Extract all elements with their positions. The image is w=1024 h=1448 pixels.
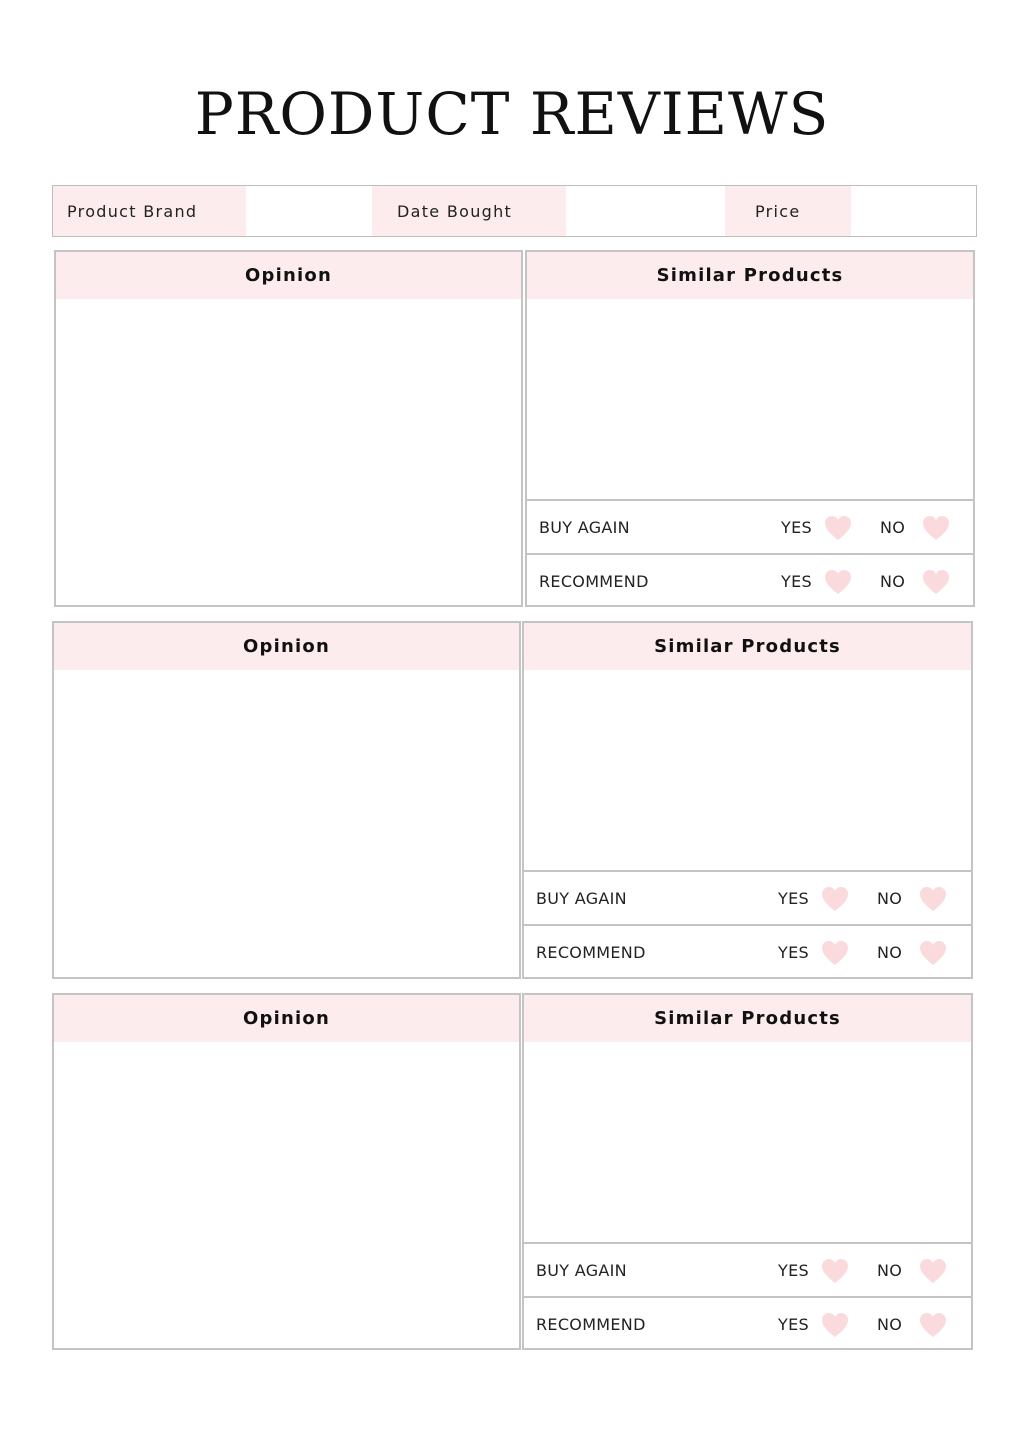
heart-icon[interactable] (821, 940, 849, 966)
similar-products-box-3 (522, 993, 973, 1350)
heart-icon[interactable] (821, 1258, 849, 1284)
no-label: NO (880, 518, 906, 537)
recommend-label: RECOMMEND (536, 1315, 646, 1334)
opinion-header: Opinion (56, 252, 521, 299)
page-title: PRODUCT REVIEWS (194, 80, 830, 148)
opinion-text-area[interactable] (54, 1042, 519, 1348)
no-label: NO (877, 943, 903, 962)
recommend-row (527, 553, 973, 608)
opinion-header: Opinion (54, 995, 519, 1042)
product-brand-field[interactable] (246, 186, 372, 236)
heart-icon[interactable] (821, 886, 849, 912)
heart-icon[interactable] (919, 1312, 947, 1338)
heart-icon[interactable] (824, 569, 852, 595)
opinion-header: Opinion (54, 623, 519, 670)
similar-products-box-1 (525, 250, 975, 607)
similar-products-text-area[interactable] (524, 670, 971, 870)
product-brand-label: Product Brand (53, 186, 246, 236)
no-label: NO (880, 572, 906, 591)
no-label: NO (877, 1261, 903, 1280)
buy-again-label: BUY AGAIN (536, 1261, 627, 1280)
similar-products-header: Similar Products (527, 252, 973, 299)
yes-label: YES (778, 1261, 809, 1280)
yes-label: YES (778, 1315, 809, 1334)
date-bought-field[interactable] (566, 186, 725, 236)
recommend-label: RECOMMEND (539, 572, 649, 591)
no-label: NO (877, 1315, 903, 1334)
similar-products-header: Similar Products (524, 995, 971, 1042)
heart-icon[interactable] (821, 1312, 849, 1338)
recommend-label: RECOMMEND (536, 943, 646, 962)
similar-products-text-area[interactable] (527, 299, 973, 499)
yes-label: YES (781, 518, 812, 537)
recommend-row (524, 1296, 971, 1351)
heart-icon[interactable] (824, 515, 852, 541)
similar-products-header: Similar Products (524, 623, 971, 670)
opinion-box-3 (52, 993, 521, 1350)
heart-icon[interactable] (919, 1258, 947, 1284)
yes-label: YES (778, 943, 809, 962)
opinion-box-1 (54, 250, 523, 607)
buy-again-label: BUY AGAIN (536, 889, 627, 908)
date-bought-label: Date Bought (372, 186, 566, 236)
buy-again-label: BUY AGAIN (539, 518, 630, 537)
similar-products-text-area[interactable] (524, 1042, 971, 1242)
heart-icon[interactable] (922, 515, 950, 541)
buy-again-row (527, 499, 973, 554)
info-bar (52, 185, 977, 237)
no-label: NO (877, 889, 903, 908)
heart-icon[interactable] (919, 940, 947, 966)
buy-again-row (524, 870, 971, 925)
opinion-box-2 (52, 621, 521, 979)
opinion-text-area[interactable] (56, 299, 521, 605)
opinion-text-area[interactable] (54, 670, 519, 977)
price-field[interactable] (851, 186, 976, 236)
yes-label: YES (781, 572, 812, 591)
heart-icon[interactable] (919, 886, 947, 912)
price-label: Price (725, 186, 851, 236)
heart-icon[interactable] (922, 569, 950, 595)
yes-label: YES (778, 889, 809, 908)
recommend-row (524, 924, 971, 979)
buy-again-row (524, 1242, 971, 1297)
similar-products-box-2 (522, 621, 973, 979)
